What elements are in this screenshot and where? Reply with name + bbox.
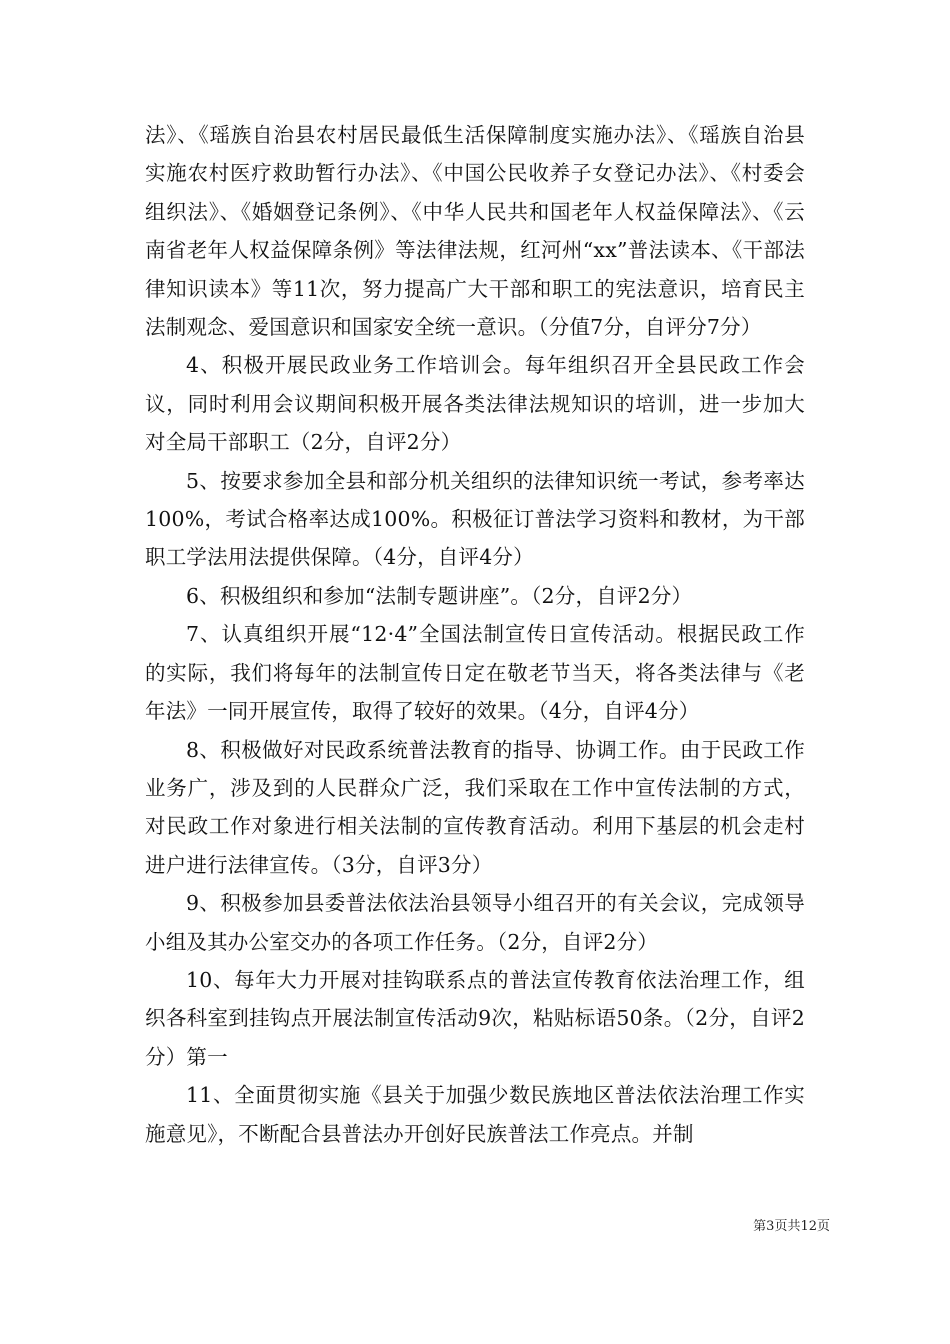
paragraph-item-5: 5、按要求参加全县和部分机关组织的法律知识统一考试，参考率达100%，考试合格率达成100%。积极征订普法学习资料和教材，为干部职工学法用法提供保障。（4分，自评4分）	[145, 468, 805, 570]
paragraph-item-11: 11、全面贯彻实施《县关于加强少数民族地区普法依法治理工作实施意见》，不断配合县普法办开创好民族普法工作亮点。并制	[145, 1083, 805, 1146]
paragraph-item-6: 6、积极组织和参加“法制专题讲座”。（2分，自评2分）	[186, 583, 693, 608]
paragraph-item-10: 10、每年大力开展对挂钩联系点的普法宣传教育依法治理工作，组织各科室到挂钩点开展法制宣传活动9次，粘贴标语50条。（2分，自评2分）第一	[145, 967, 805, 1069]
paragraph-1: 法》、《瑶族自治县农村居民最低生活保障制度实施办法》、《瑶族自治县实施农村医疗救助暂行办法》、《中国公民收养子女登记办法》、《村委会组织法》、《婚姻登记条例》、《中华人民共和国老年人权益保障法》、《云南省老年人权益保障条例》等法律法规，红河州“xx”普法读本、《干部法律知识读本》等11次，努力提高广大干部和职工的宪法意识，培育民主法制观念、爱国意识和国家安全统一意识。（分值7分，自评分7分）	[145, 123, 805, 340]
document-body	[145, 116, 805, 1153]
paragraph-item-7: 7、认真组织开展“12·4”全国法制宣传日宣传活动。根据民政工作的实际，我们将每年的法制宣传日定在敬老节当天，将各类法律与《老年法》一同开展宣传，取得了较好的效果。（4分，自评4分）	[145, 622, 805, 724]
paragraph-item-8: 8、积极做好对民政系统普法教育的指导、协调工作。由于民政工作业务广，涉及到的人民群众广泛，我们采取在工作中宣传法制的方式，对民政工作对象进行相关法制的宣传教育活动。利用下基层的机会走村进户进行法律宣传。（3分，自评3分）	[145, 737, 805, 877]
paragraph-item-4: 4、积极开展民政业务工作培训会。每年组织召开全县民政工作会议，同时利用会议期间积极开展各类法律法规知识的培训，进一步加大对全局干部职工（2分，自评2分）	[145, 353, 805, 455]
page-number-footer: 第3页共12页	[753, 1219, 830, 1234]
paragraph-item-9: 9、积极参加县委普法依法治县领导小组召开的有关会议，完成领导小组及其办公室交办的各项工作任务。（2分，自评2分）	[145, 891, 805, 954]
